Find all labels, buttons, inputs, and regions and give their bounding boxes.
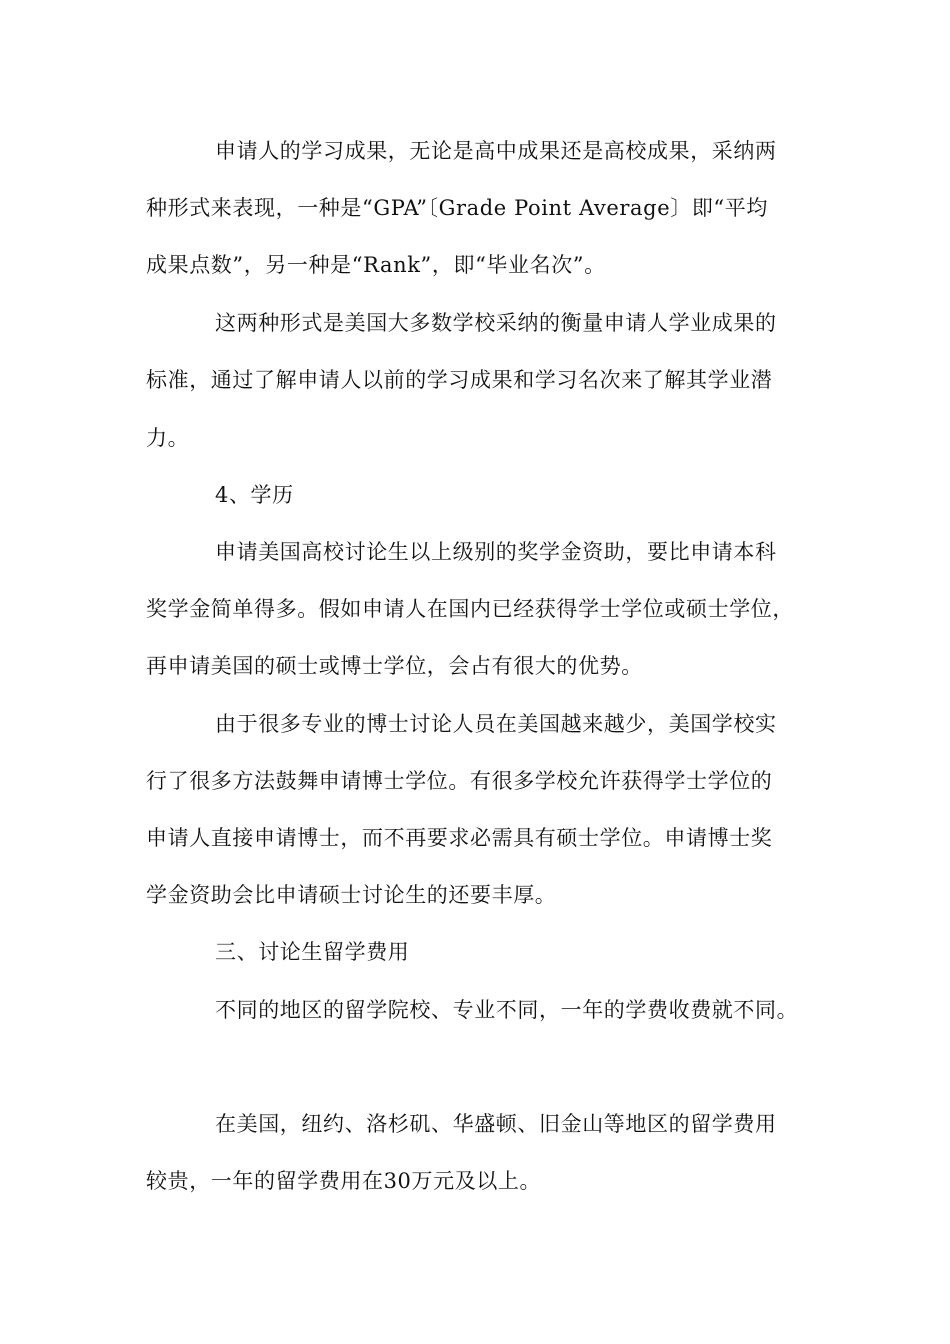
paragraph-6-line-1: 在美国，纽约、洛杉矶、华盛顿、旧金山等地区的留学费用 [215,1112,777,1136]
paragraph-4-line-4: 学金资助会比申请硕士讨论生的还要丰厚。 [146,883,557,907]
paragraph-5-line-1: 不同的地区的留学院校、专业不同，一年的学费收费就不同。 [215,998,799,1022]
paragraph-3-line-2: 奖学金简单得多。假如申请人在国内已经获得学士学位或硕士学位， [146,597,794,621]
paragraph-2-line-3: 力。 [146,426,190,450]
paragraph-3-line-1: 申请美国高校讨论生以上级别的奖学金资助，要比申请本科 [215,540,777,564]
paragraph-4-line-3: 申请人直接申请博士，而不再要求必需具有硕士学位。申请博士奖 [146,826,773,850]
paragraph-4-line-1: 由于很多专业的博士讨论人员在美国越来越少，美国学校实 [215,712,777,736]
paragraph-2-line-1: 这两种形式是美国大多数学校采纳的衡量申请人学业成果的 [215,311,777,335]
paragraph-1-line-2: 种形式来表现，一种是“GPA”〔Grade Point Average〕即“平均 [146,196,768,220]
paragraph-4-line-2: 行了很多方法鼓舞申请博士学位。有很多学校允许获得学士学位的 [146,769,773,793]
section-heading-education: 4、学历 [215,483,294,507]
paragraph-2-line-2: 标准，通过了解申请人以前的学习成果和学习名次来了解其学业潜 [146,368,773,392]
paragraph-1-line-1: 申请人的学习成果，无论是高中成果还是高校成果，采纳两 [215,139,777,163]
paragraph-1-line-3: 成果点数”，另一种是“Rank”，即“毕业名次”。 [146,253,606,277]
paragraph-3-line-3: 再申请美国的硕士或博士学位，会占有很大的优势。 [146,654,643,678]
section-heading-costs: 三、讨论生留学费用 [215,940,410,964]
paragraph-6-line-2: 较贵，一年的留学费用在30万元及以上。 [146,1169,542,1193]
